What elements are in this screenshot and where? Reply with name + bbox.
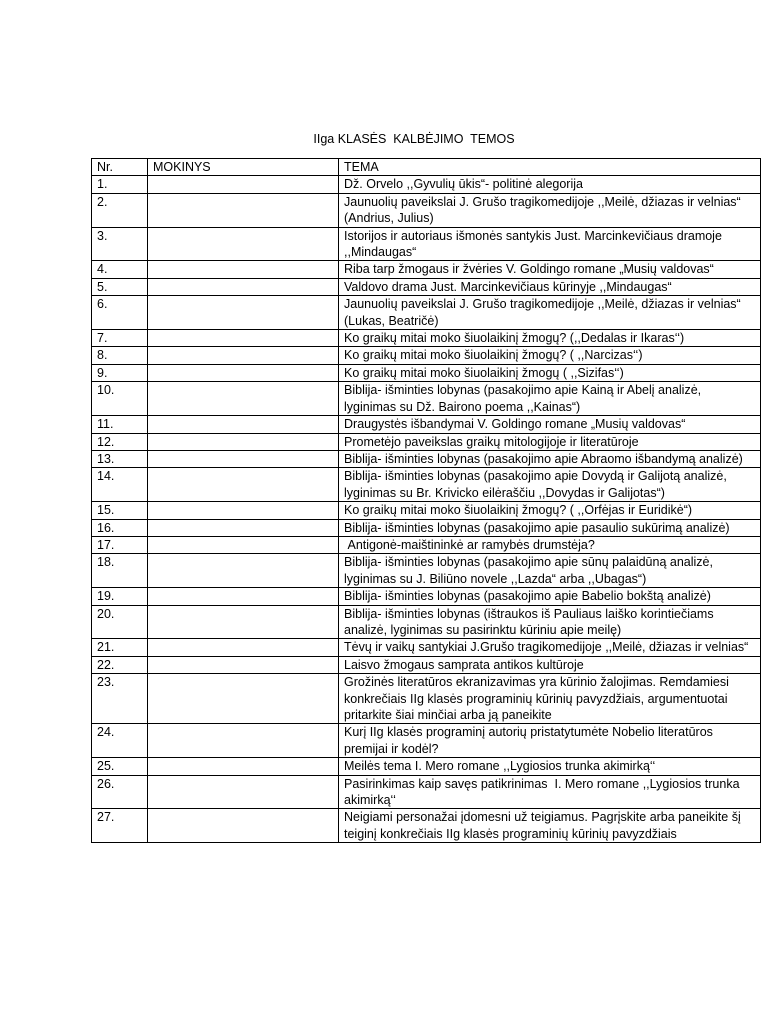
row-number-cell: 3. xyxy=(92,227,148,261)
table-row xyxy=(92,364,761,381)
table-row xyxy=(92,554,761,588)
topic-cell: Riba tarp žmogaus ir žvėries V. Goldingo romane „Musių valdovas“ xyxy=(339,261,761,278)
student-cell xyxy=(148,519,339,536)
student-cell xyxy=(148,450,339,467)
table-row xyxy=(92,450,761,467)
student-cell xyxy=(148,176,339,193)
table-row xyxy=(92,227,761,261)
student-cell xyxy=(148,364,339,381)
topic-cell: Biblija- išminties lobynas (pasakojimo apie Kainą ir Abelį analizė, lyginimas su Dž. Bairono poema ,,Kainas“) xyxy=(339,382,761,416)
student-cell xyxy=(148,758,339,775)
topic-cell: Dž. Orvelo ,,Gyvulių ūkis“- politinė alegorija xyxy=(339,176,761,193)
student-cell xyxy=(148,809,339,843)
row-number-cell: 17. xyxy=(92,536,148,553)
row-number-cell: 14. xyxy=(92,468,148,502)
table-row xyxy=(92,347,761,364)
table-row xyxy=(92,519,761,536)
row-number-cell: 20. xyxy=(92,605,148,639)
topic-cell: Jaunuolių paveikslai J. Grušo tragikomedijoje ,,Meilė, džiazas ir velnias“ (Lukas, Beatričė) xyxy=(339,296,761,330)
row-number-cell: 12. xyxy=(92,433,148,450)
row-number-cell: 26. xyxy=(92,775,148,809)
student-cell xyxy=(148,656,339,673)
row-number-cell: 27. xyxy=(92,809,148,843)
topic-cell: Ko graikų mitai moko šiuolaikinį žmogų? (,,Dedalas ir Ikaras‘‘) xyxy=(339,330,761,347)
table-row xyxy=(92,433,761,450)
row-number-cell: 5. xyxy=(92,278,148,295)
topic-cell: Biblija- išminties lobynas (pasakojimo apie pasaulio sukūrimą analizė) xyxy=(339,519,761,536)
table-row xyxy=(92,416,761,433)
header-student: MOKINYS xyxy=(148,159,339,176)
table-row xyxy=(92,656,761,673)
topic-cell: Valdovo drama Just. Marcinkevičiaus kūrinyje ,,Mindaugas“ xyxy=(339,278,761,295)
topic-cell: Prometėjo paveikslas graikų mitologijoje ir literatūroje xyxy=(339,433,761,450)
student-cell xyxy=(148,639,339,656)
document-title: IIga KLASĖS KALBĖJIMO TEMOS xyxy=(313,132,515,146)
topic-cell: Biblija- išminties lobynas (pasakojimo apie Dovydą ir Galijotą analizė, lyginimas su Br. Krivicko eilėraščiu ,,Dovydas ir Galijotas“) xyxy=(339,468,761,502)
table-row xyxy=(92,176,761,193)
student-cell xyxy=(148,588,339,605)
topic-cell: Antigonė-maištininkė ar ramybės drumstėja? xyxy=(339,536,761,553)
topic-cell: Grožinės literatūros ekranizavimas yra kūrinio žalojimas. Remdamiesi konkrečiais IIg klasės programinių kūrinių pavyzdžiais, argumentuotai pritarkite šiai minčiai arba ją paneikite xyxy=(339,674,761,724)
topics-table xyxy=(91,158,761,843)
table-row xyxy=(92,588,761,605)
student-cell xyxy=(148,261,339,278)
table-body xyxy=(92,176,761,843)
row-number-cell: 10. xyxy=(92,382,148,416)
table-row xyxy=(92,605,761,639)
topic-cell: Biblija- išminties lobynas (pasakojimo apie Abraomo išbandymą analizė) xyxy=(339,450,761,467)
row-number-cell: 6. xyxy=(92,296,148,330)
table-row xyxy=(92,639,761,656)
table-row xyxy=(92,758,761,775)
student-cell xyxy=(148,536,339,553)
row-number-cell: 13. xyxy=(92,450,148,467)
student-cell xyxy=(148,775,339,809)
topic-cell: Kurį IIg klasės programinį autorių pristatytumėte Nobelio literatūros premijai ir kodėl? xyxy=(339,724,761,758)
topic-cell: Draugystės išbandymai V. Goldingo romane „Musių valdovas“ xyxy=(339,416,761,433)
topic-cell: Biblija- išminties lobynas (ištraukos iš Pauliaus laiško korintiečiams analizė, lyginimas su pasirinktu kūriniu apie meilę) xyxy=(339,605,761,639)
table-row xyxy=(92,674,761,724)
row-number-cell: 8. xyxy=(92,347,148,364)
row-number-cell: 1. xyxy=(92,176,148,193)
row-number-cell: 7. xyxy=(92,330,148,347)
row-number-cell: 16. xyxy=(92,519,148,536)
student-cell xyxy=(148,416,339,433)
student-cell xyxy=(148,468,339,502)
student-cell xyxy=(148,382,339,416)
topic-cell: Jaunuolių paveikslai J. Grušo tragikomedijoje ,,Meilė, džiazas ir velnias“ (Andrius, Julius) xyxy=(339,193,761,227)
header-nr: Nr. xyxy=(92,159,148,176)
row-number-cell: 11. xyxy=(92,416,148,433)
row-number-cell: 15. xyxy=(92,502,148,519)
topic-cell: Ko graikų mitai moko šiuolaikinį žmogų? ( ,,Narcizas‘‘) xyxy=(339,347,761,364)
topic-cell: Meilės tema I. Mero romane ,,Lygiosios trunka akimirką‘‘ xyxy=(339,758,761,775)
topic-cell: Laisvo žmogaus samprata antikos kultūroje xyxy=(339,656,761,673)
table-row xyxy=(92,502,761,519)
row-number-cell: 4. xyxy=(92,261,148,278)
topic-cell: Ko graikų mitai moko šiuolaikinį žmogų ( ,,Sizifas‘‘) xyxy=(339,364,761,381)
student-cell xyxy=(148,554,339,588)
topic-cell: Pasirinkimas kaip savęs patikrinimas I. Mero romane ,,Lygiosios trunka akimirką‘‘ xyxy=(339,775,761,809)
topic-cell: Neigiami personažai įdomesni už teigiamus. Pagrįskite arba paneikite šį teiginį konkrečiais IIg klasės programinių kūrinių pavyzdžiais xyxy=(339,809,761,843)
topic-cell: Ko graikų mitai moko šiuolaikinį žmogų? ( ,,Orfėjas ir Euridikė“) xyxy=(339,502,761,519)
row-number-cell: 21. xyxy=(92,639,148,656)
table-row xyxy=(92,330,761,347)
table-row xyxy=(92,536,761,553)
student-cell xyxy=(148,347,339,364)
row-number-cell: 18. xyxy=(92,554,148,588)
student-cell xyxy=(148,724,339,758)
row-number-cell: 9. xyxy=(92,364,148,381)
student-cell xyxy=(148,193,339,227)
topic-cell: Biblija- išminties lobynas (pasakojimo apie Babelio bokštą analizė) xyxy=(339,588,761,605)
topic-cell: Tėvų ir vaikų santykiai J.Grušo tragikomedijoje ,,Meilė, džiazas ir velnias“ xyxy=(339,639,761,656)
student-cell xyxy=(148,605,339,639)
table-row xyxy=(92,261,761,278)
student-cell xyxy=(148,278,339,295)
table-row xyxy=(92,809,761,843)
table-row xyxy=(92,382,761,416)
row-number-cell: 2. xyxy=(92,193,148,227)
table-header-row xyxy=(92,159,761,176)
topic-cell: Biblija- išminties lobynas (pasakojimo apie sūnų palaidūną analizė, lyginimas su J. Biliūno novele ,,Lazda“ arba ,,Ubagas“) xyxy=(339,554,761,588)
table-row xyxy=(92,296,761,330)
row-number-cell: 22. xyxy=(92,656,148,673)
student-cell xyxy=(148,433,339,450)
topic-cell: Istorijos ir autoriaus išmonės santykis Just. Marcinkevičiaus dramoje ,,Mindaugas“ xyxy=(339,227,761,261)
row-number-cell: 23. xyxy=(92,674,148,724)
student-cell xyxy=(148,502,339,519)
student-cell xyxy=(148,330,339,347)
table-row xyxy=(92,193,761,227)
row-number-cell: 25. xyxy=(92,758,148,775)
header-topic: TEMA xyxy=(339,159,761,176)
table-row xyxy=(92,775,761,809)
table-row xyxy=(92,278,761,295)
table-row xyxy=(92,724,761,758)
student-cell xyxy=(148,296,339,330)
student-cell xyxy=(148,227,339,261)
table-row xyxy=(92,468,761,502)
row-number-cell: 24. xyxy=(92,724,148,758)
student-cell xyxy=(148,674,339,724)
row-number-cell: 19. xyxy=(92,588,148,605)
